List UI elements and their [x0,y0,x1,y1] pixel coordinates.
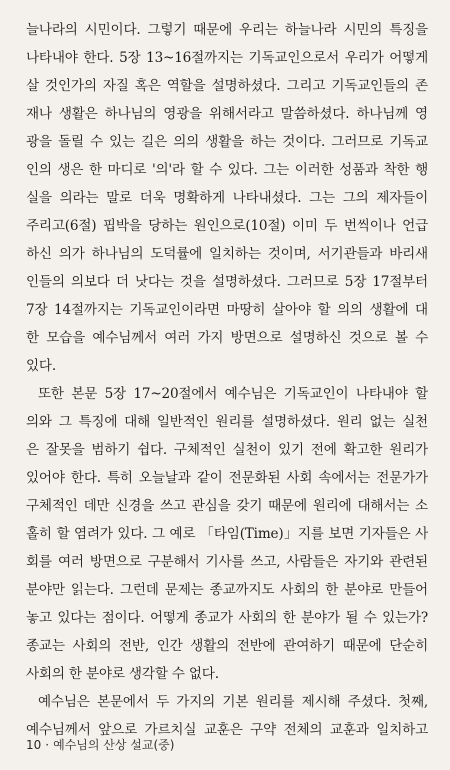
text-line: 놓고 있다는 점이다. 어떻게 종교가 사회의 한 분야가 될 수 있는가? [26,610,428,626]
text-line: 한 모습을 예수님께서 여러 가지 방면으로 설명하신 것으로 볼 수 [26,330,428,346]
body-text [26,16,428,744]
text-line: 재나 생활은 하나님의 영광을 위해서라고 말씀하셨다. 하나님께 영 [26,106,428,122]
text-line: 주리고(6절) 핍박을 당하는 원인으로(10절) 이미 두 번씩이나 언급 [26,218,428,234]
text-line: 예수님은 본문에서 두 가지의 기본 원리를 제시해 주셨다. 첫째, [38,694,428,710]
text-line: 늘나라의 시민이다. 그렇기 때문에 우리는 하늘나라 시민의 특징을 [26,22,428,38]
footer-separator: · [45,738,50,752]
text-line: 사회의 한 분야로 생각할 수 없다. [26,666,219,682]
text-line: 실을 의라는 말로 더욱 명확하게 나타내셨다. 그는 그의 제자들이 [26,190,428,206]
text-line: 종교는 사회의 전반, 인간 생활의 전반에 관여하기 때문에 단순히 [26,638,428,654]
text-line: 인들의 의보다 더 낫다는 것을 설명하셨다. 그러므로 5장 17절부터 [26,274,428,290]
text-line: 예수님께서 앞으로 가르치실 교훈은 구약 전체의 교훈과 일치하고 [26,722,428,738]
text-line: 회를 여러 방면으로 구분해서 기사를 쓰고, 사람들은 자기와 관련된 [26,554,428,570]
text-line: 구체적인 데만 신경을 쓰고 관심을 갖기 때문에 원리에 대해서는 소 [26,498,428,514]
text-line: 있어야 한다. 특히 오늘날과 같이 전문화된 사회 속에서는 전문가가 [26,470,428,486]
text-line: 은 잘못을 범하기 쉽다. 구체적인 실천이 있기 전에 확고한 원리가 [26,442,428,458]
text-line: 하신 의가 하나님의 도덕률에 일치하는 것이며, 서기관들과 바리새 [26,246,428,262]
text-line: 또한 본문 5장 17~20절에서 예수님은 기독교인이 나타내야 할 [38,386,428,402]
text-line: 홀히 할 염려가 있다. 그 예로 「타임(Time)」지를 보면 기자들은 사 [26,526,428,542]
text-line: 분야만 읽는다. 그런데 문제는 종교까지도 사회의 한 분야로 만들어 [26,582,428,598]
page-number: 10 [26,738,42,752]
text-line: 의와 그 특징에 대해 일반적인 원리를 설명하셨다. 원리 없는 실천 [26,414,428,430]
text-line: 인의 생은 한 마디로 '의'라 할 수 있다. 그는 이러한 성품과 착한 행 [26,162,428,178]
text-line: 있다. [26,358,56,374]
page-footer [26,736,174,753]
text-line: 7장 14절까지는 기독교인이라면 마땅히 살아야 할 의의 생활에 대 [26,302,428,318]
text-line: 나타내야 한다. 5장 13~16절까지는 기독교인으로서 우리가 어떻게 [26,50,428,66]
text-line: 광을 돌릴 수 있는 길은 의의 생활을 하는 것이다. 그러므로 기독교 [26,134,428,150]
text-line: 살 것인가의 자질 혹은 역할을 설명하셨다. 그리고 기독교인들의 존 [26,78,428,94]
book-title: 예수님의 산상 설교(중) [53,738,175,752]
